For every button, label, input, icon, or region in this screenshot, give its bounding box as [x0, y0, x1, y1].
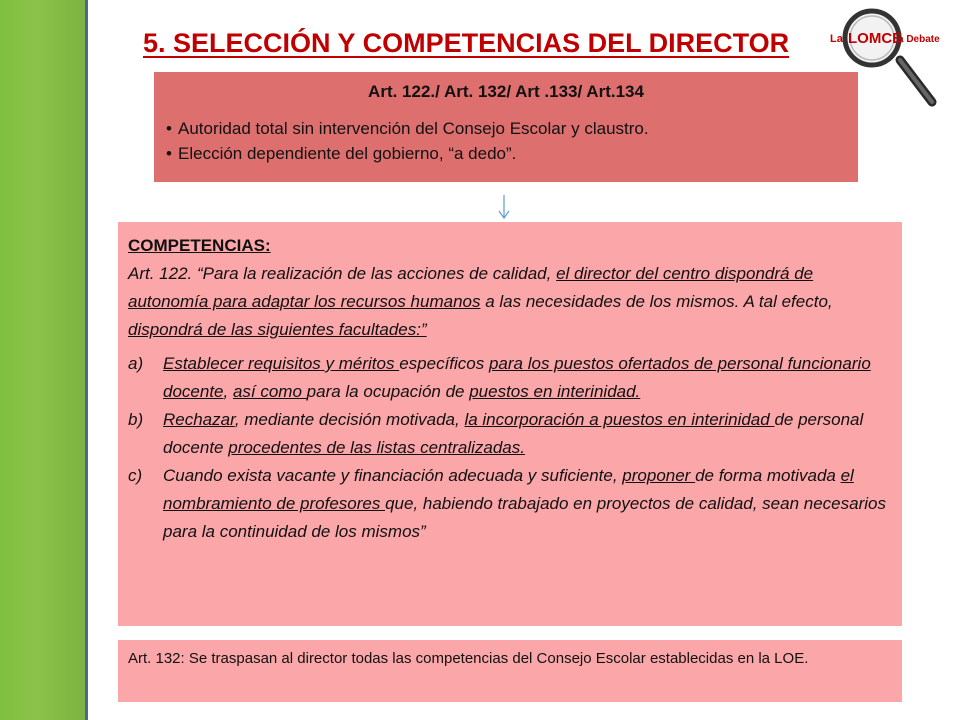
- articles-heading: Art. 122./ Art. 132/ Art .133/ Art.134: [368, 82, 644, 101]
- plain-text: específicos: [399, 354, 489, 373]
- magnifying-glass-icon: [845, 11, 932, 102]
- footer-note-text: Art. 132: Se traspasan al director todas las competencias del Consejo Escolar establecidas en la LOE.: [128, 650, 809, 667]
- plain-text: de personal docente: [163, 410, 864, 457]
- plain-text: ,: [223, 382, 233, 401]
- logo-text-left: La: [830, 33, 843, 45]
- item-letter: a): [128, 354, 144, 373]
- item-letter: b): [128, 410, 144, 429]
- underlined-text: proponer: [622, 466, 696, 485]
- list-item-c: [128, 462, 890, 546]
- plain-text: que, habiendo trabajado en proyectos de calidad, sean necesarios para la continuidad de los mismos”: [163, 494, 886, 541]
- bullet-item: • Autoridad total sin intervención del Consejo Escolar y claustro.: [166, 116, 846, 141]
- green-sidebar: [0, 0, 88, 720]
- footer-note-box: [118, 640, 902, 702]
- plain-text: para la ocupación de: [306, 382, 470, 401]
- item-text: [163, 350, 890, 406]
- underlined-text: Rechazar: [163, 410, 235, 429]
- intro-text: Art. 122. “Para la realización de las acciones de calidad,: [128, 264, 557, 283]
- slide-title: 5. SELECCIÓN Y COMPETENCIAS DEL DIRECTOR: [143, 28, 790, 58]
- competencias-intro: [128, 260, 890, 344]
- underlined-text: procedentes de las listas centralizadas.: [228, 438, 525, 457]
- list-item-b: [128, 406, 890, 462]
- item-letter: c): [128, 466, 143, 485]
- underlined-text: para los puestos ofertados de personal funcionario docente: [163, 354, 871, 401]
- competencias-heading: COMPETENCIAS:: [128, 236, 271, 255]
- competencias-list: [128, 350, 890, 546]
- intro-text: a las necesidades de los mismos. A tal efecto,: [480, 292, 833, 311]
- underlined-text: puestos en interinidad.: [469, 382, 641, 401]
- underlined-text: Establecer requisitos y méritos: [163, 354, 400, 373]
- intro-underlined-text: el director del centro dispondrá de autonomía para adaptar los recursos humanos: [128, 264, 814, 311]
- logo-text-center: LOMCE: [848, 30, 903, 47]
- underlined-text: el nombramiento de profesores: [163, 466, 854, 513]
- logo-text-right: a Debate: [898, 34, 940, 45]
- plain-text: , mediante decisión motivada,: [234, 410, 465, 429]
- item-text: [163, 462, 890, 546]
- underlined-text: así como: [232, 382, 307, 401]
- underlined-text: la incorporación a puestos en interinidad: [464, 410, 775, 429]
- arrow-down-icon: [497, 194, 511, 220]
- list-item-a: [128, 350, 890, 406]
- plain-text: de forma motivada: [695, 466, 841, 485]
- articles-bullet-list: [166, 116, 846, 166]
- bullet-item: • Elección dependiente del gobierno, “a dedo”.: [166, 141, 846, 166]
- competencias-box: [118, 222, 902, 626]
- item-text: [163, 406, 890, 462]
- articles-box: [154, 72, 858, 182]
- plain-text: Cuando exista vacante y financiación adecuada y suficiente,: [163, 466, 623, 485]
- intro-underlined-text: dispondrá de las siguientes facultades:”: [128, 320, 427, 339]
